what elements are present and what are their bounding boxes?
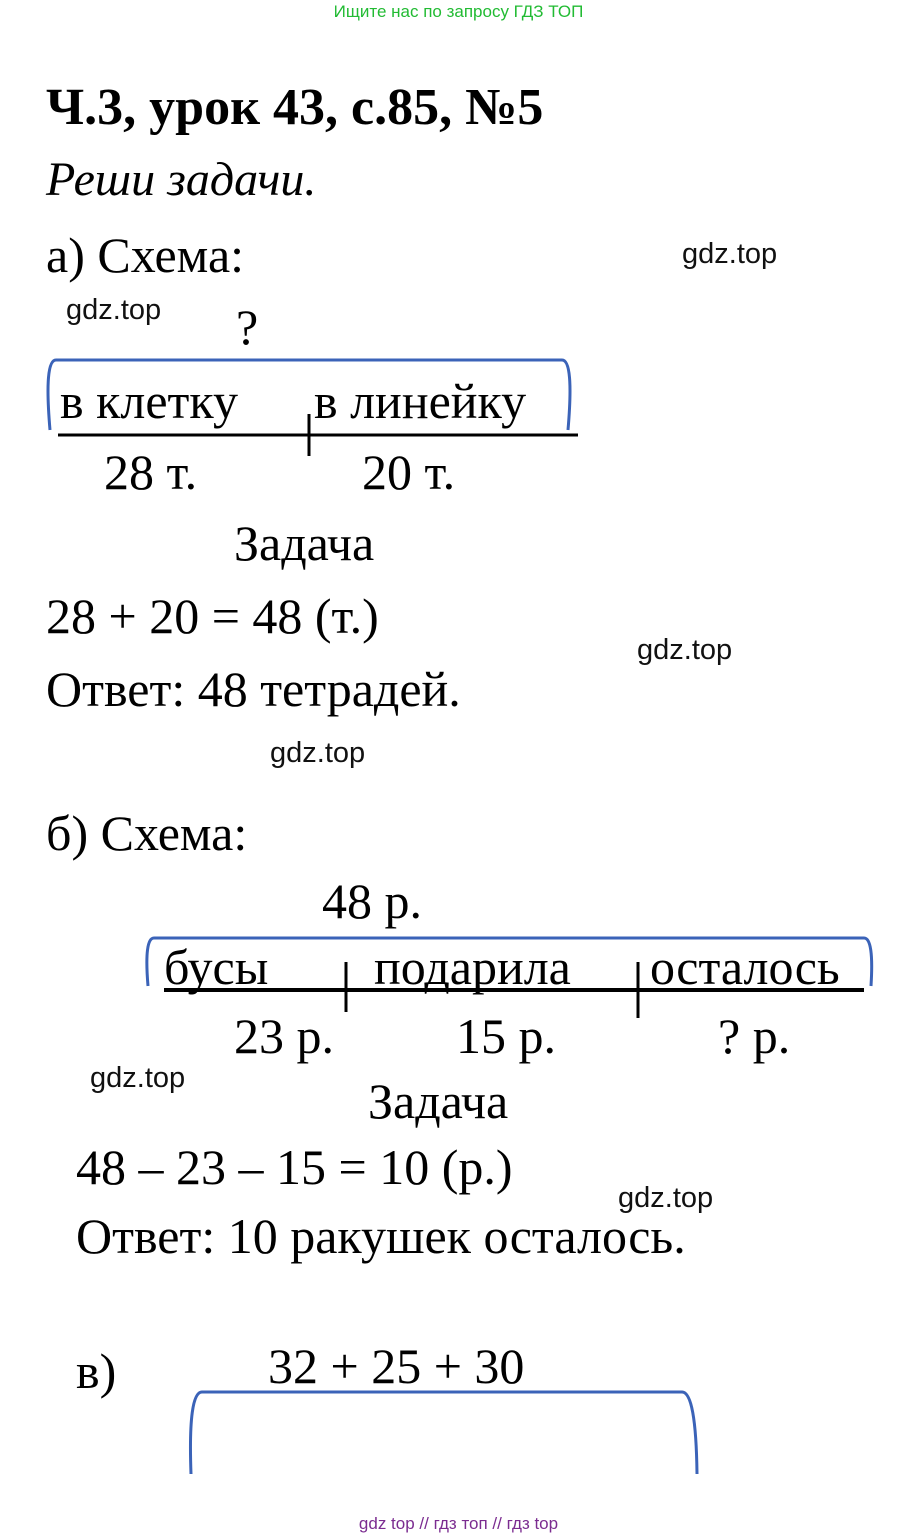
- part-b-answer: Ответ: 10 ракушек осталось.: [76, 1208, 686, 1264]
- part-b-schema-label: б) Схема:: [46, 805, 248, 861]
- watermark: gdz.top: [682, 238, 778, 270]
- top-search-link[interactable]: Ищите нас по запросу ГДЗ ТОП: [333, 2, 584, 21]
- footer-text: gdz top // гдз топ // гдз top: [358, 1514, 559, 1533]
- part-b-equation: 48 – 23 – 15 = 10 (р.): [76, 1139, 513, 1195]
- watermark: gdz.top: [270, 737, 366, 769]
- part-a-question-mark: ?: [236, 299, 259, 355]
- task-instruction: Реши задачи.: [46, 153, 317, 206]
- part-b-task-label: Задача: [368, 1073, 509, 1129]
- watermark: gdz.top: [618, 1182, 714, 1214]
- part-b-segment-left: осталось: [650, 939, 840, 995]
- part-b-total: 48 р.: [322, 873, 422, 929]
- part-a-answer: Ответ: 48 тетрадей.: [46, 661, 461, 717]
- part-c-expression: 32 + 25 + 30: [268, 1338, 525, 1394]
- part-a-value-right: 20 т.: [362, 444, 456, 500]
- part-b-segment-gifted: подарила: [374, 939, 571, 995]
- part-a-segment-left: в клетку: [60, 373, 238, 429]
- watermark: gdz.top: [66, 294, 162, 326]
- part-a-value-left: 28 т.: [104, 444, 198, 500]
- part-a-segment-right: в линейку: [314, 373, 527, 429]
- watermark: gdz.top: [637, 634, 733, 666]
- part-b-value-beads: 23 р.: [234, 1008, 334, 1064]
- watermark: gdz.top: [90, 1062, 186, 1094]
- part-b-segment-beads: бусы: [164, 939, 269, 995]
- part-a-equation: 28 + 20 = 48 (т.): [46, 588, 379, 644]
- page-title: Ч.3, урок 43, с.85, №5: [46, 79, 544, 136]
- part-b-value-gifted: 15 р.: [456, 1008, 556, 1064]
- part-b-value-left: ? р.: [718, 1008, 791, 1064]
- part-c-label: в): [76, 1343, 117, 1399]
- part-a-schema-label: а) Схема:: [46, 227, 245, 283]
- part-a-task-label: Задача: [234, 515, 375, 571]
